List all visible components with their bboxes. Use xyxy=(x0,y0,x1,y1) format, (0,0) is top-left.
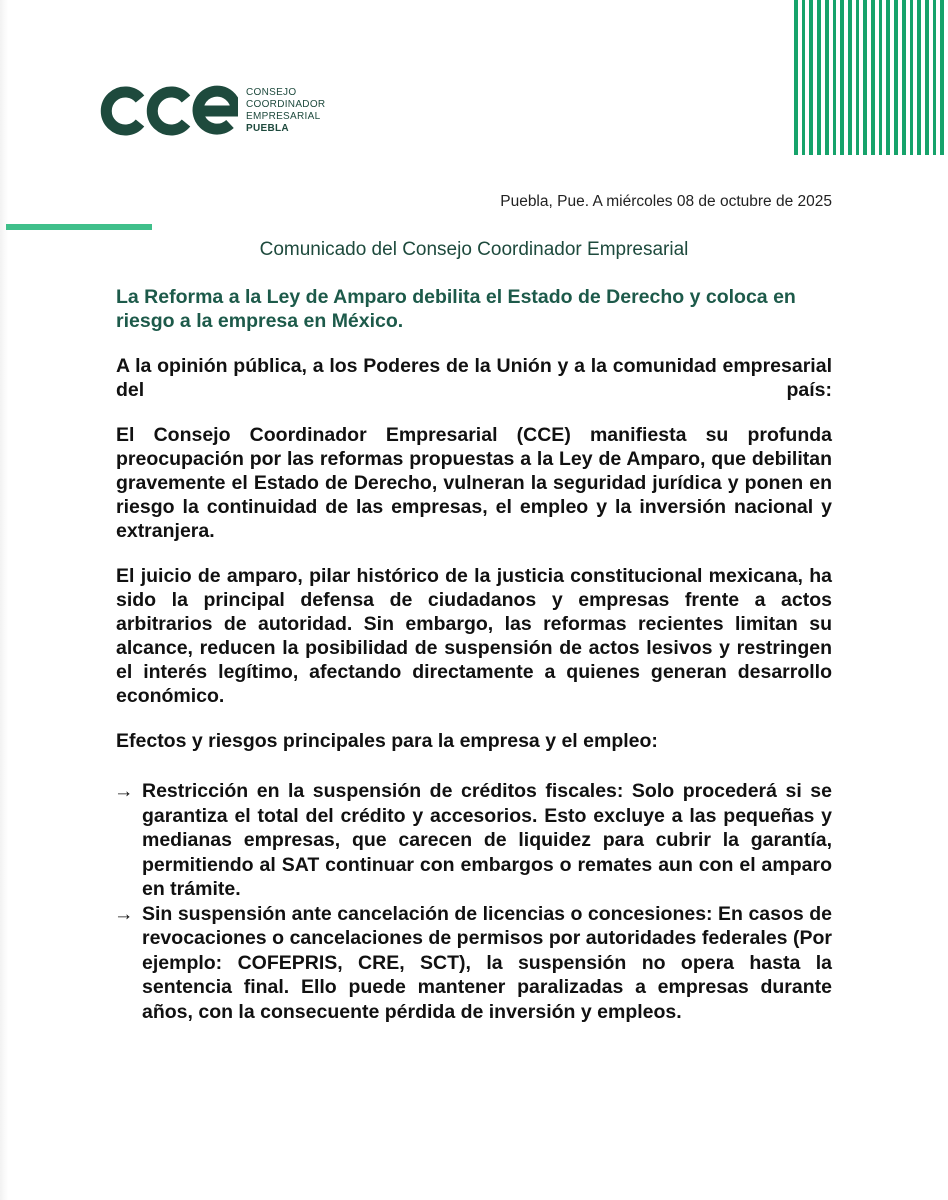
logo-line-3: EMPRESARIAL xyxy=(246,111,321,122)
paragraph-1: El Consejo Coordinador Empresarial (CCE) manifiesta su profunda preocupación por las reformas propuestas a la Ley de Amparo, que debilitan gravemente el Estado de Derecho, vulneran la seguridad jurídica y ponen en riesgo la continuidad de las empresas, el empleo y la inversión nacional y extranjera. xyxy=(116,424,832,542)
logo-line-4: PUEBLA xyxy=(246,123,289,134)
green-rule xyxy=(6,224,152,230)
effects-list xyxy=(116,779,832,1024)
cce-logo xyxy=(96,82,325,140)
list-item xyxy=(114,902,832,1025)
paragraph-2: El juicio de amparo, pilar histórico de la justicia constitucional mexicana, ha sido la principal defensa de ciudadanos y empresas frente a actos arbitrarios de autoridad. Sin embargo, las reformas recientes limitan su alcance, reducen la posibilidad de suspensión de actos lesivos y restringen el interés legítimo, afectando directamente a quienes generan desarrollo económico. xyxy=(116,565,832,707)
logo-line-1: CONSEJO xyxy=(246,87,297,98)
document-body xyxy=(116,285,832,1024)
logo-wordmark xyxy=(246,87,325,135)
page-edge-shadow xyxy=(0,0,8,1200)
decorative-stripes xyxy=(794,0,944,155)
cce-logo-mark xyxy=(96,82,238,140)
comunicado-title: Comunicado del Consejo Coordinador Empresarial xyxy=(259,239,689,260)
date-line: Puebla, Pue. A miércoles 08 de octubre de 2025 xyxy=(500,193,832,210)
headline: La Reforma a la Ley de Amparo debilita el Estado de Derecho y coloca en riesgo a la empresa en México. xyxy=(116,286,796,332)
arrow-right-icon: → xyxy=(114,902,134,925)
list-item-text: Restricción en la suspensión de créditos fiscales: Solo procederá si se garantiza el total del crédito y accesorios. Esto excluye a las pequeñas y medianas empresas, que carecen de liquidez para cubrir la garantía, permitiendo al SAT continuar con embargos o remates aun con el amparo en trámite. xyxy=(142,780,832,900)
logo-line-2: COORDINADOR xyxy=(246,99,326,110)
arrow-right-icon: → xyxy=(114,780,134,802)
effects-heading: Efectos y riesgos principales para la empresa y el empleo: xyxy=(116,730,658,752)
list-item xyxy=(114,779,832,902)
salutation: A la opinión pública, a los Poderes de la Unión y a la comunidad empresarial del país: xyxy=(116,355,832,401)
list-item-text: Sin suspensión ante cancelación de licencias o concesiones: En casos de revocaciones o cancelaciones de permisos por autoridades federales (Por ejemplo: COFEPRIS, CRE, SCT), la suspensión no opera hasta la sentencia final. Ello puede mantener paralizadas a empresas durante años, con la consecuente pérdida de inversión y empleos. xyxy=(142,902,832,1023)
